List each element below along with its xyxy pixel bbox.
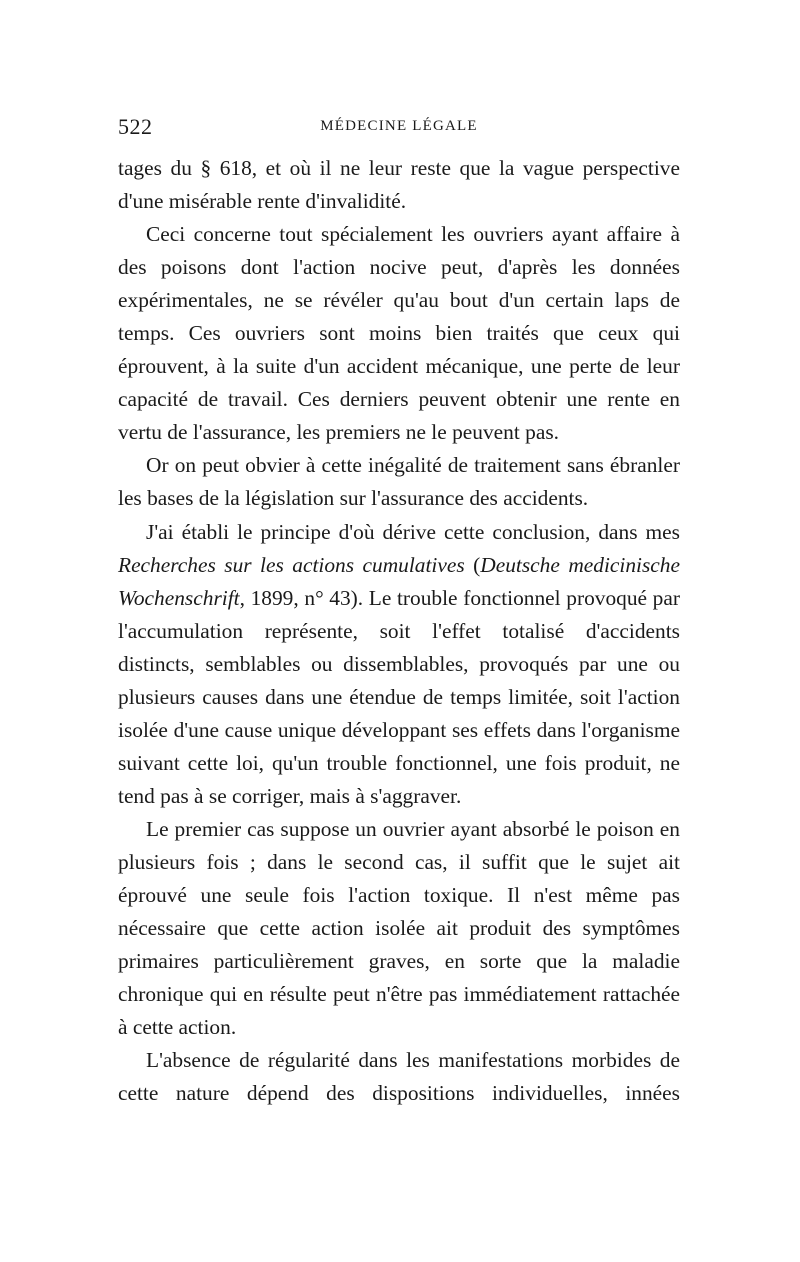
body-text xyxy=(118,152,680,1110)
text-segment: tages du § 618, et où il ne leur reste que la vague perspective d'une misérable rente d'invalidité. xyxy=(118,156,680,214)
paragraph xyxy=(118,449,680,515)
text-segment: Ceci concerne tout spécialement les ouvriers ayant affaire à des poisons dont l'action nocive peut, d'après les données expérimentales, ne se révéler qu'au bout d'un certain laps de temps. Ces ouvriers sont moins bien traités que ceux qui éprouvent, à la suite d'un accident mécanique, une perte de leur capacité de travail. Ces derniers peuvent obtenir une rente en vertu de l'assurance, les premiers ne le peuvent pas. xyxy=(118,222,680,445)
paragraph xyxy=(118,218,680,449)
italic-citation: Recherches sur les actions cumulatives xyxy=(118,552,465,577)
text-segment: Le premier cas suppose un ouvrier ayant absorbé le poison en plusieurs fois ; dans le second cas, il suffit que le sujet ait éprouvé une seule fois l'action toxique. Il n'est même pas nécessaire que cette action isolée ait produit des symptômes primaires particulièrement graves, en sorte que la maladie chronique qui en résulte peut n'être pas immédiatement rattachée à cette action. xyxy=(118,816,680,1040)
text-segment: , 1899, n° 43). Le trouble fonctionnel provoqué par l'accumulation représente, soit l'effet totalisé d'accidents distincts, semblables ou dissemblables, provoqués par une ou plusieurs causes dans une étendue de temps limitée, soit l'action isolée d'une cause unique développant ses effets dans l'organisme suivant cette loi, qu'un trouble fonctionnel, une fois produit, ne tend pas à se corriger, mais à s'aggraver. xyxy=(118,585,680,808)
text-segment: Or on peut obvier à cette inégalité de traitement sans ébranler les bases de la législation sur l'assurance des accidents. xyxy=(118,453,680,511)
text-segment: L'absence de régularité dans les manifestations morbides de cette nature dépend des dispositions individuelles, innées xyxy=(118,1048,680,1106)
running-head xyxy=(118,114,680,144)
page-number: 522 xyxy=(118,114,153,139)
italic-citation: Deutsche medicinische Wochenschrift xyxy=(118,552,680,610)
paragraph xyxy=(118,152,680,218)
paragraph xyxy=(118,516,680,813)
paragraph xyxy=(118,813,680,1044)
paragraph xyxy=(118,1044,680,1110)
text-segment: J'ai établi le principe d'où dérive cette conclusion, dans mes xyxy=(146,519,680,544)
running-head-title: MÉDECINE LÉGALE xyxy=(320,118,478,134)
text-segment: ( xyxy=(464,552,481,577)
